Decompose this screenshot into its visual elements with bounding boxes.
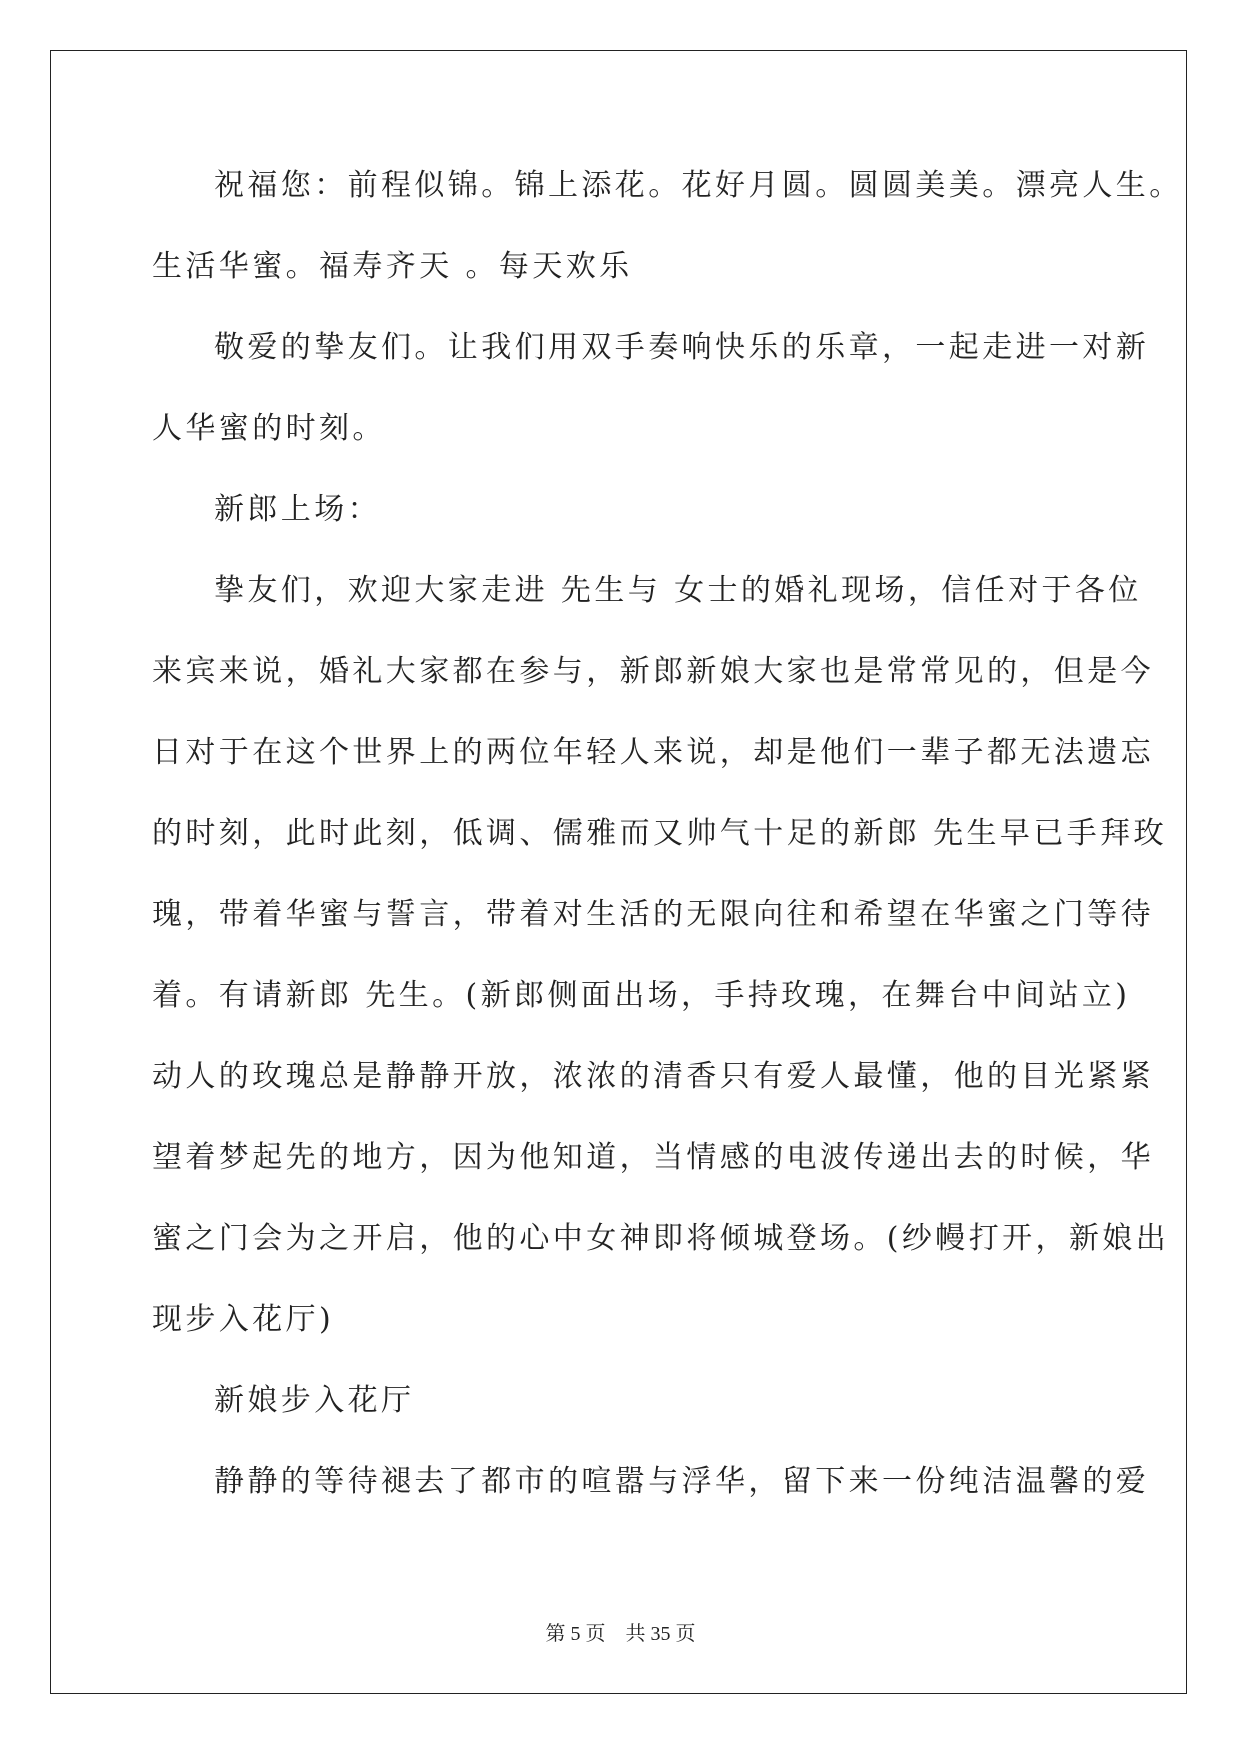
text-line: 望着梦起先的地方，因为他知道，当情感的电波传递出去的时候，华 xyxy=(152,1140,1154,1175)
text-line: 挚友们，欢迎大家走进 先生与 女士的婚礼现场，信任对于各位 xyxy=(214,573,1142,608)
text-line: 蜜之门会为之开启，他的心中女神即将倾城登场。(纱幔打开，新娘出 xyxy=(152,1221,1170,1256)
text-line: 静静的等待褪去了都市的喧嚣与浮华，留下来一份纯洁温馨的爱 xyxy=(214,1464,1150,1499)
text-line: 动人的玫瑰总是静静开放，浓浓的清香只有爱人最懂，他的目光紧紧 xyxy=(152,1059,1154,1094)
text-line: 瑰，带着华蜜与誓言，带着对生活的无限向往和希望在华蜜之门等待 xyxy=(152,897,1154,932)
text-line: 来宾来说，婚礼大家都在参与，新郎新娘大家也是常常见的，但是今 xyxy=(152,654,1154,689)
text-line: 人华蜜的时刻。 xyxy=(152,411,386,446)
text-line: 敬爱的挚友们。让我们用双手奏响快乐的乐章，一起走进一对新 xyxy=(214,330,1150,365)
text-line: 祝福您：前程似锦。锦上添花。花好月圆。圆圆美美。漂亮人生。 xyxy=(214,168,1183,203)
page-footer: 第 5 页 共 35 页 xyxy=(545,1623,696,1645)
text-line: 着。有请新郎 先生。(新郎侧面出场，手持玫瑰，在舞台中间站立) xyxy=(152,978,1131,1013)
text-line: 日对于在这个世界上的两位年轻人来说，却是他们一辈子都无法遗忘 xyxy=(152,735,1154,770)
text-line: 的时刻，此时此刻，低调、儒雅而又帅气十足的新郎 先生早已手拜玫 xyxy=(152,816,1167,851)
text-line: 生活华蜜。福寿齐天 。每天欢乐 xyxy=(152,249,633,284)
text-line: 新娘步入花厅 xyxy=(214,1383,415,1418)
text-line: 新郎上场： xyxy=(214,492,381,527)
document-body xyxy=(152,168,1183,1545)
text-line: 现步入花厅) xyxy=(152,1302,335,1337)
